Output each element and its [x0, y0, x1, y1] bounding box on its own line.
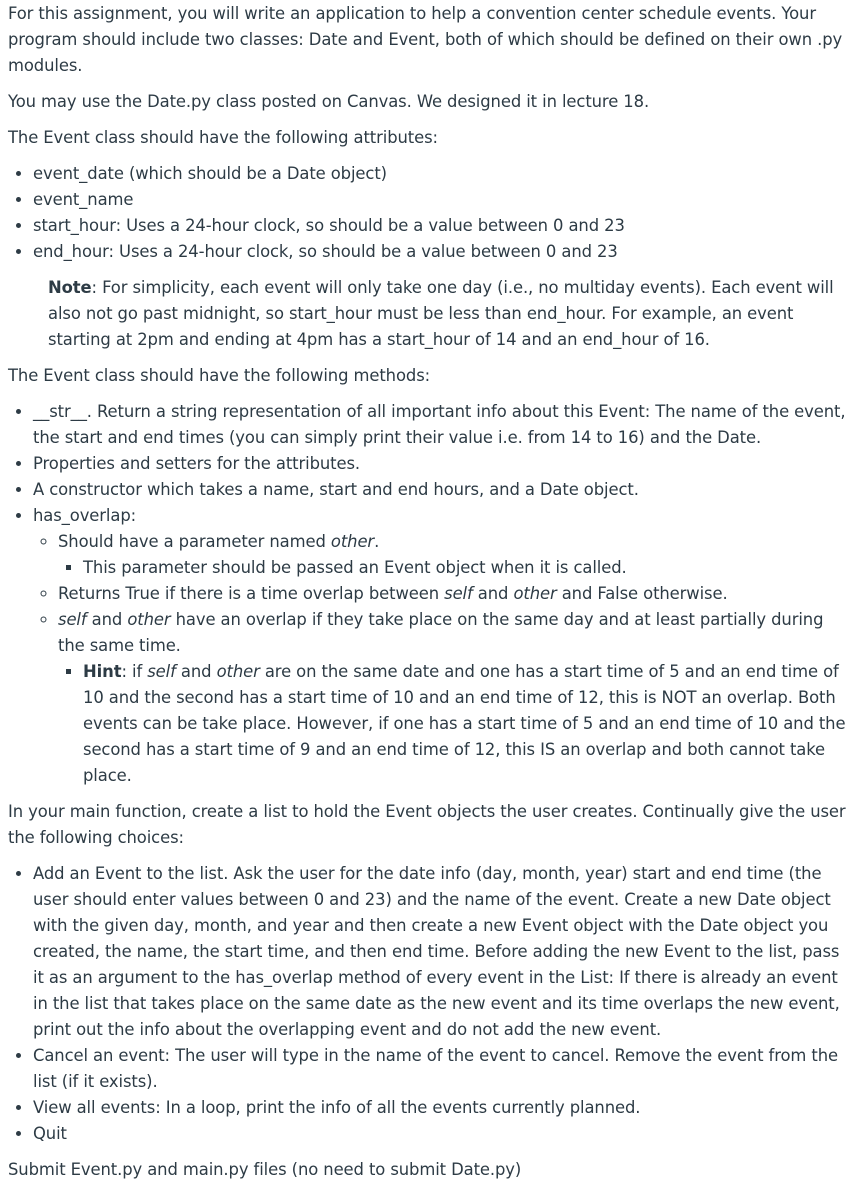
- has-overlap-sublist: [33, 529, 846, 789]
- list-item: • end_hour: Uses a 24-hour clock, so should be a value between 0 and 23: [33, 239, 846, 265]
- list-item: • event_name: [33, 187, 846, 213]
- attributes-list: [8, 161, 846, 265]
- list-item: • View all events: In a loop, print the info of all the events currently planned.: [33, 1095, 846, 1121]
- choices-list: [8, 861, 846, 1147]
- hint-sublist: [58, 659, 846, 789]
- text-run: self: [444, 584, 473, 603]
- list-item: • start_hour: Uses a 24-hour clock, so should be a value between 0 and 23: [33, 213, 846, 239]
- submit-paragraph: Submit Event.py and main.py files (no need to submit Date.py): [8, 1160, 522, 1179]
- text-run: and: [86, 610, 128, 629]
- text-run: : if: [121, 662, 148, 681]
- list-item: [58, 607, 846, 789]
- text-run: .: [374, 532, 380, 551]
- text-run: other: [513, 584, 557, 603]
- text-run: self: [58, 610, 87, 629]
- date-class-paragraph: You may use the Date.py class posted on Canvas. We designed it in lecture 18.: [8, 92, 650, 111]
- text-run: Should have a parameter named: [58, 532, 331, 551]
- text-run: other: [216, 662, 260, 681]
- text-run: other: [127, 610, 171, 629]
- list-item: • Properties and setters for the attributes.: [33, 451, 846, 477]
- methods-heading: The Event class should have the following methods:: [8, 366, 431, 385]
- note-paragraph: [48, 275, 846, 353]
- has-overlap-label: has_overlap:: [33, 506, 137, 525]
- note-text: : For simplicity, each event will only take one day (i.e., no multiday events). Each event will also not go past midnight, so start_hour must be less than end_hour. For example, an event starting at 2pm and ending at 4pm has a start_hour of 14 and an end_hour of 16.: [48, 278, 834, 349]
- text-run: and: [472, 584, 514, 603]
- list-item: • Quit: [33, 1121, 846, 1147]
- text-run: are on the same date and one has a start time of 5 and an end time of 10 and the second has a start time of 10 and an end time of 12, this is NOT an overlap. Both events can be take place. However, if one has a start time of 5 and an end time of 10 and the second has a start time of 9 and an end time of 12, this IS an overlap and both cannot take place.: [83, 662, 846, 785]
- intro-paragraph: For this assignment, you will write an application to help a convention center schedule events. Your program should include two classes: Date and Event, both of which should be defined on their own .py modules.: [8, 4, 843, 75]
- methods-list: [8, 399, 846, 789]
- text-run: and False otherwise.: [556, 584, 728, 603]
- list-item: [58, 529, 846, 581]
- list-item: • Add an Event to the list. Ask the user for the date info (day, month, year) start and end time (the user should enter values between 0 and 23) and the name of the event. Create a new Date object with the given day, month, and year and then create a new Event object with the Date object you created, the name, the start time, and then end time. Before adding the new Event to the list, pass it as an argument to the has_overlap method of every event in the List: If there is already an event in the list that takes place on the same date as the new event and its time overlaps the new event, print out the info about the overlapping event and do not add the new event.: [33, 861, 846, 1043]
- note-label: Note: [48, 278, 92, 297]
- text-run: self: [147, 662, 176, 681]
- list-item: • A constructor which takes a name, start and end hours, and a Date object.: [33, 477, 846, 503]
- text-run: have an overlap if they take place on the same day and at least partially during the same time.: [58, 610, 824, 655]
- text-run: and: [175, 662, 217, 681]
- hint-label: Hint: [83, 662, 122, 681]
- main-function-paragraph: In your main function, create a list to hold the Event objects the user creates. Continually give the user the following choices:: [8, 802, 846, 847]
- list-item: • Cancel an event: The user will type in the name of the event to cancel. Remove the event from the list (if it exists).: [33, 1043, 846, 1095]
- list-item: • event_date (which should be a Date object): [33, 161, 846, 187]
- text-run: other: [330, 532, 375, 551]
- text-run: Returns True if there is a time overlap between: [58, 584, 445, 603]
- list-item: [58, 581, 846, 607]
- list-item: [83, 659, 846, 789]
- list-item: ▪ This parameter should be passed an Event object when it is called.: [83, 555, 846, 581]
- param-sublist: [58, 555, 846, 581]
- attributes-heading: The Event class should have the following attributes:: [8, 128, 438, 147]
- list-item: [33, 503, 846, 789]
- list-item: • __str__. Return a string representation of all important info about this Event: The name of the event, the start and end times (you can simply print their value i.e. from 14 to 16) and the Date.: [33, 399, 846, 451]
